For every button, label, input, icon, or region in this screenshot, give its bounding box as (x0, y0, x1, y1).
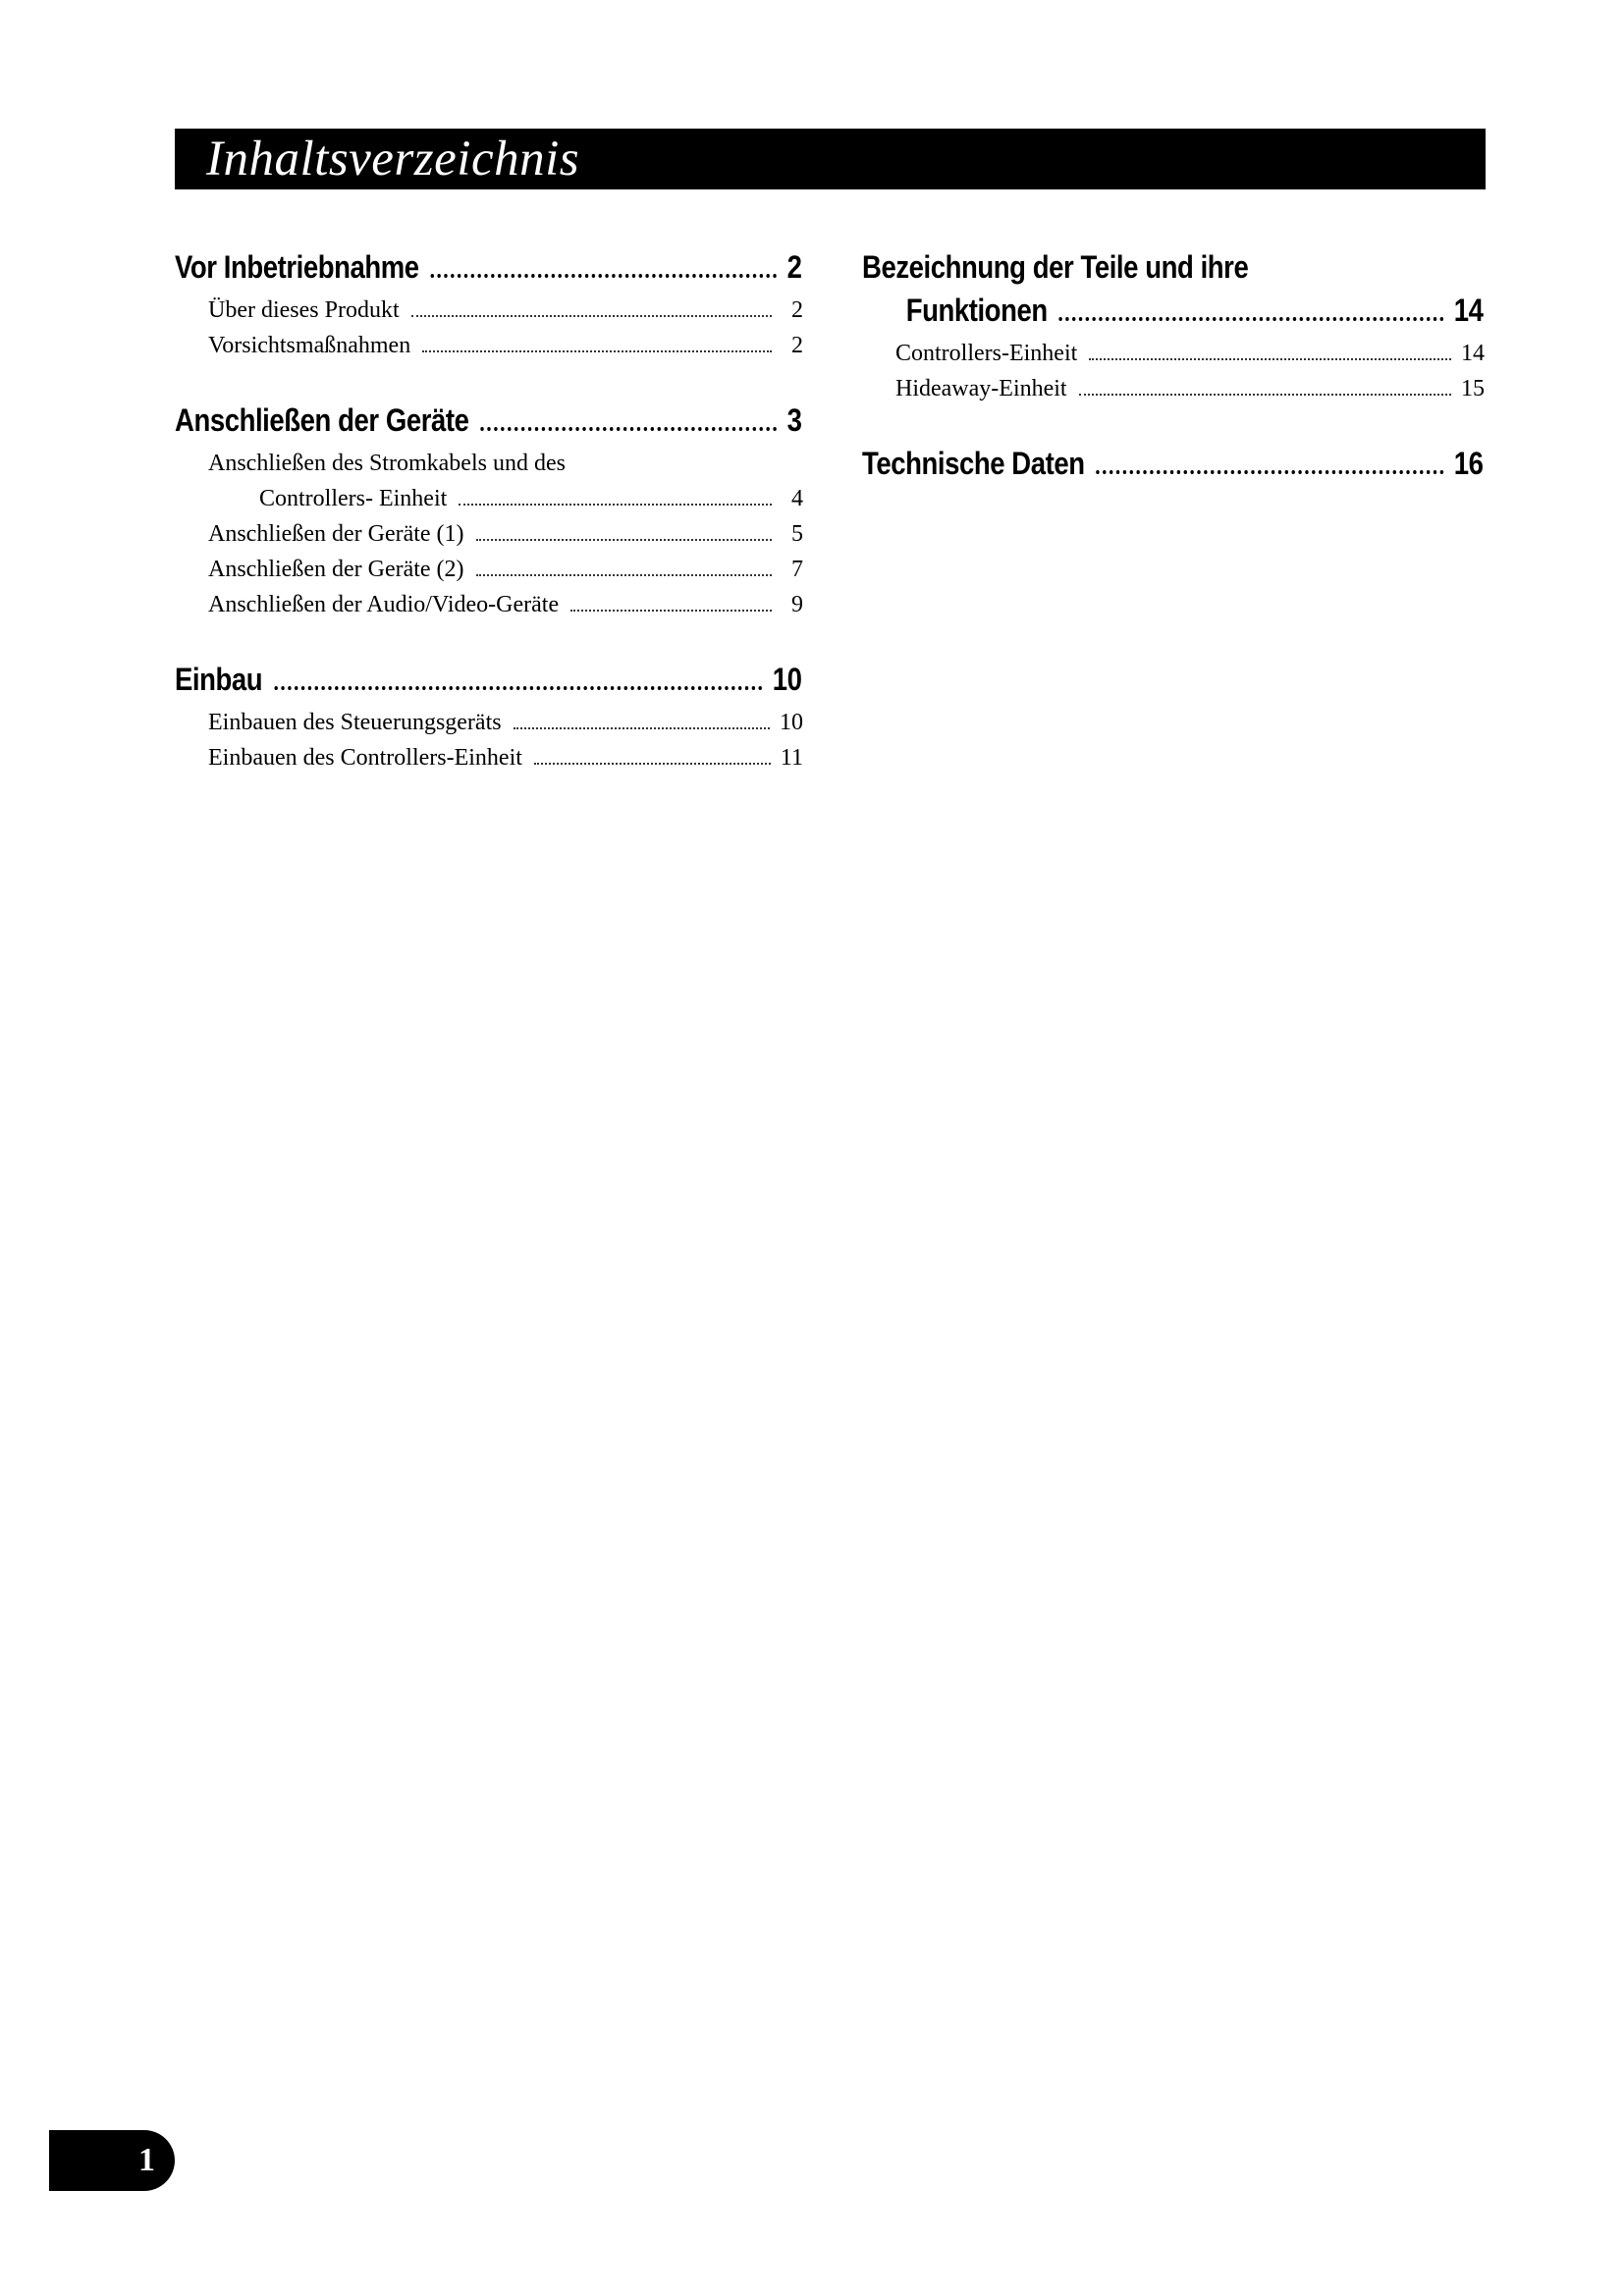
toc-entry-label: Vorsichtsmaßnahmen (208, 333, 411, 358)
toc-heading-page: 16 (1453, 446, 1484, 481)
dot-leader (1097, 470, 1444, 474)
toc-entry-page: 4 (791, 486, 803, 511)
toc-entry-page: 7 (791, 557, 803, 582)
toc-entry[interactable] (175, 587, 803, 622)
toc-entry-label: Einbauen des Steuerungsgeräts (208, 710, 502, 735)
toc-entry-page: 5 (791, 521, 803, 547)
toc-entry-label: Hideaway-Einheit (895, 376, 1067, 401)
toc-entry-page: 15 (1461, 376, 1485, 401)
toc-entry-label: Controllers- Einheit (259, 486, 448, 511)
toc-heading-label: Anschließen der Geräte (175, 402, 469, 438)
toc-heading-label: Technische Daten (862, 446, 1085, 481)
dot-leader (514, 727, 770, 729)
toc-heading[interactable] (175, 658, 801, 701)
toc-entry-label: Einbauen des Controllers-Einheit (208, 745, 522, 771)
dot-leader (476, 539, 772, 541)
toc-entry[interactable] (862, 336, 1485, 371)
toc-entry[interactable] (175, 740, 803, 775)
toc-section-einbau (175, 658, 803, 775)
toc-heading[interactable] (862, 442, 1483, 485)
dot-leader (422, 350, 772, 352)
toc-entry[interactable] (175, 481, 803, 516)
toc-heading-label: Vor Inbetriebnahme (175, 249, 419, 285)
toc-entry-label: Anschließen der Audio/Video-Geräte (208, 592, 560, 617)
toc-heading[interactable] (175, 399, 801, 442)
dot-leader (431, 274, 778, 278)
toc-heading[interactable] (862, 289, 1483, 332)
toc-heading[interactable] (175, 245, 801, 289)
toc-entry[interactable] (175, 516, 803, 552)
toc-entry-label: Anschließen der Geräte (1) (208, 521, 464, 547)
dot-leader (1059, 317, 1444, 321)
toc-heading-page: 3 (786, 402, 802, 438)
toc-entry-page: 2 (791, 297, 803, 323)
page-title: Inhaltsverzeichnis (206, 132, 580, 187)
dot-leader (411, 315, 772, 317)
page-number: 1 (138, 2142, 155, 2178)
toc-entry-page: 2 (791, 333, 803, 358)
toc-heading-label: Einbau (175, 662, 263, 697)
toc-entry-page: 11 (780, 745, 803, 771)
dot-leader (481, 427, 778, 431)
dot-leader (570, 610, 772, 612)
title-bar (175, 129, 1486, 189)
toc-entry[interactable] (175, 293, 803, 328)
toc-heading-label[interactable]: Bezeichnung der Teile und ihre (862, 249, 1249, 285)
toc-entry[interactable] (175, 446, 803, 481)
toc-heading-page: 10 (772, 662, 802, 697)
toc-section-bezeichnung (862, 245, 1485, 406)
page-number-tab (49, 2130, 175, 2191)
toc-heading-page: 14 (1453, 293, 1484, 328)
toc-heading-label-cont: Funktionen (905, 293, 1048, 328)
dot-leader (1089, 358, 1451, 360)
toc-entry-label: Anschließen des Stromkabels und des (208, 451, 566, 476)
toc-entry[interactable] (175, 552, 803, 587)
toc-entry-page: 10 (780, 710, 803, 735)
toc-entry-label: Controllers-Einheit (895, 341, 1078, 366)
toc-entry-label: Über dieses Produkt (208, 297, 400, 323)
toc-entry[interactable] (175, 328, 803, 363)
dot-leader (534, 763, 771, 765)
toc-section-vor-inbetriebnahme (175, 245, 803, 363)
toc-section-technische-daten (862, 442, 1485, 485)
dot-leader (476, 574, 772, 576)
toc-entry[interactable] (175, 705, 803, 740)
toc-right-column (862, 245, 1485, 520)
toc-heading-page: 2 (786, 249, 802, 285)
toc-entry-label: Anschließen der Geräte (2) (208, 557, 464, 582)
toc-entry[interactable] (862, 371, 1485, 406)
toc-entry-page: 14 (1461, 341, 1485, 366)
dot-leader (274, 686, 762, 690)
toc-left-column (175, 245, 803, 811)
dot-leader (459, 504, 772, 506)
toc-entry-page: 9 (791, 592, 803, 617)
toc-section-anschliessen (175, 399, 803, 622)
dot-leader (1079, 394, 1451, 396)
